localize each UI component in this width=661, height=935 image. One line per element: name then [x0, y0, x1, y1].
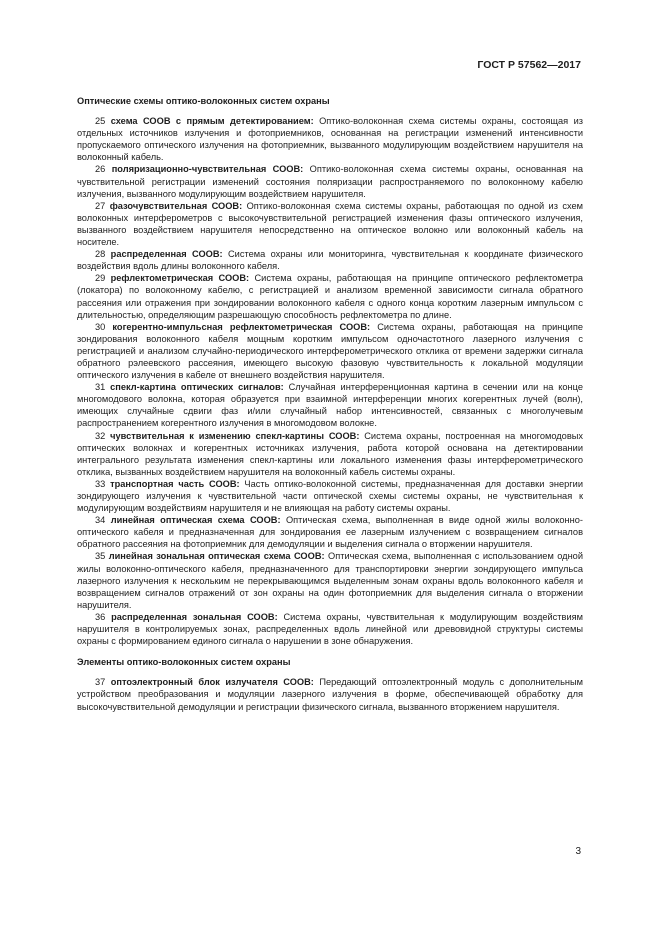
entry-term: линейная зональная оптическая схема СООВ:: [108, 551, 325, 562]
entry-definition: Система охраны или мониторинга, чувствительная к координате физического воздействия вдоль длины волоконного кабеля.: [77, 249, 583, 272]
entry-number: 30: [95, 321, 106, 332]
document-body: [77, 95, 583, 713]
entry-term: фазочувствительная СООВ:: [109, 200, 243, 211]
entry-term: рефлектометрическая СООВ:: [110, 273, 250, 284]
entry-definition: Система охраны, чувствительная к модулирующим воздействиям нарушителя в контролируемых зонах, распределенных вдоль линейной или древовидной структуры системы охраны с формированием единого сигнала о нарушении в зоне обнаружения.: [77, 611, 583, 647]
term-entry-37: [77, 676, 583, 712]
entry-term: поляризационно-чувствительная СООВ:: [111, 164, 304, 175]
entry-number: 26: [95, 164, 106, 175]
entry-number: 32: [95, 430, 106, 441]
entry-definition: Часть оптико-волоконной системы, предназначенная для доставки энергии зондирующего излучения к чувствительной части оптической схемы системы охраны, не чувствительная к модулирующим воздействиям нарушителя и не влияющая на работу системы охраны.: [77, 478, 583, 514]
entry-number: 27: [95, 200, 106, 211]
term-entry-28: [77, 248, 583, 272]
section-title: Элементы оптико-волоконных систем охраны: [77, 657, 291, 668]
entry-term: чувствительная к изменению спекл-картины СООВ:: [110, 430, 360, 441]
term-entry-26: [77, 163, 583, 199]
entry-term: спекл-картина оптических сигналов:: [110, 382, 284, 393]
entry-number: 25: [95, 116, 106, 127]
term-entry-25: [77, 115, 583, 163]
entry-definition: Оптико-волоконная схема системы охраны, основанная на чувствительной регистрации изменений состояния поляризации распространяемого по волоконному кабелю излучения, вызванного модулирующим воздействием нарушителя.: [77, 164, 583, 199]
term-entry-34: [77, 514, 583, 550]
page-number: 3: [575, 846, 581, 857]
entry-number: 36: [95, 611, 106, 622]
term-entry-27: [77, 200, 583, 248]
entry-number: 33: [95, 478, 106, 489]
entry-number: 29: [95, 273, 106, 284]
entry-definition: Система охраны, работающая на принципе зондирования волоконного кабеля мощным коротким импульсом одночастотного лазерного излучения с регистрацией и анализом случайно-периодического интерферометрического отклика от времени задержки сигнала обратного рэлеевского рассеяния, имеющего высокую фазовую чувствительность к локальной модуляции оптического излучения в кабеле от внешнего воздействия нарушителя.: [77, 321, 583, 381]
entry-definition: Оптическая схема, выполненная с использованием одной жилы волоконно-оптического кабеля, предназначенного для транспортировки энергии зондирующего импульса лазерного излучения к нескольким не перекрывающимся выделенным зонам охраны вдоль волоконного кабеля и возвращением сигналов отражений от зон охраны на один фотоприемник для выделения сигнала о вторжении нарушителя.: [77, 551, 583, 610]
term-entry-36: [77, 611, 583, 647]
entry-definition: Оптико-волоконная схема системы охраны, работающая по одной из схем волоконных интерферометров с высокочувствительной регистрацией изменения фазы оптического излучения, вызванного воздействием нарушителя непосредственно на оптическое волокно или волоконный кабель на носителе.: [77, 200, 583, 248]
section-title: Оптические схемы оптико-волоконных систем охраны: [77, 96, 330, 106]
entry-number: 34: [95, 515, 106, 526]
entry-number: 31: [95, 382, 106, 393]
entry-number: 35: [95, 551, 106, 562]
term-entry-30: [77, 321, 583, 381]
standard-designation: ГОСТ Р 57562—2017: [477, 59, 581, 71]
term-entry-35: [77, 550, 583, 610]
entry-term: распределенная СООВ:: [110, 249, 223, 260]
entry-definition: Оптико-волоконная схема системы охраны, состоящая из отдельных источников излучения и фотоприемников, основанная на регистрации изменений интенсивности пропускаемого оптического излучения на фотоприемник, вызванного модулирующим воздействием нарушителя на волоконный кабель.: [77, 116, 584, 163]
entry-term: схема СООВ с прямым детектированием:: [110, 116, 314, 127]
entry-term: распределенная зональная СООВ:: [111, 611, 278, 622]
entry-term: оптоэлектронный блок излучателя СООВ:: [110, 677, 314, 688]
entry-term: когерентно-импульсная рефлектометрическая СООВ:: [112, 321, 371, 332]
entry-number: 37: [95, 677, 106, 688]
entry-term: транспортная часть СООВ:: [110, 478, 240, 489]
term-entry-29: [77, 272, 583, 320]
term-entry-32: [77, 430, 583, 478]
term-entry-33: [77, 478, 583, 514]
entry-number: 28: [95, 249, 106, 260]
entry-definition: Система охраны, работающая на принципе оптического рефлектометра (локатора) по волоконному кабелю, с регистрацией и анализом временной зависимости сигнала обратного рассеяния или отражения при зондировании волоконного кабеля с одного конца коротким лазерным импульсом с длительностью, определяющим разрешающую способность рефлектометра по длине.: [77, 273, 584, 320]
entry-definition: Оптическая схема, выполненная в виде одной жилы волоконно-оптического кабеля и предназначенная для зондирования ее лазерным излучением с возвращением сигналов обратного рассеяния на фотоприемник для демодуляции и выделения сигнала о вторжении нарушителя.: [77, 515, 583, 550]
entry-term: линейная оптическая схема СООВ:: [110, 515, 281, 526]
term-entry-31: [77, 381, 583, 429]
entry-definition: Передающий оптоэлектронный модуль с дополнительным устройством преобразования и модуляции лазерного излучения в форме, обеспечивающей обработку для высокочувствительной демодуляции и регистрации физического сигнала, вызванного вторжением нарушителя.: [77, 677, 584, 712]
entry-definition: Система охраны, построенная на многомодовых оптических волокнах и когерентных источниках излучения, работа которой основана на детектировании интегрального результата изменения спекл-картины или локального изменения фазы интерферометрического отклика, вызванных воздействием нарушителя на волоконный кабель системы охраны.: [77, 430, 584, 477]
entry-definition: Случайная интерференционная картина в сечении или на конце многомодового волокна, которая образуется при взаимной интерференции многих когерентных лучей (волн), имеющих случайные сдвиги фаз и/или случайный набор интенсивностей, связанных с многолучевым распространением когерентного излучения в многомодовом волокне.: [77, 382, 583, 429]
